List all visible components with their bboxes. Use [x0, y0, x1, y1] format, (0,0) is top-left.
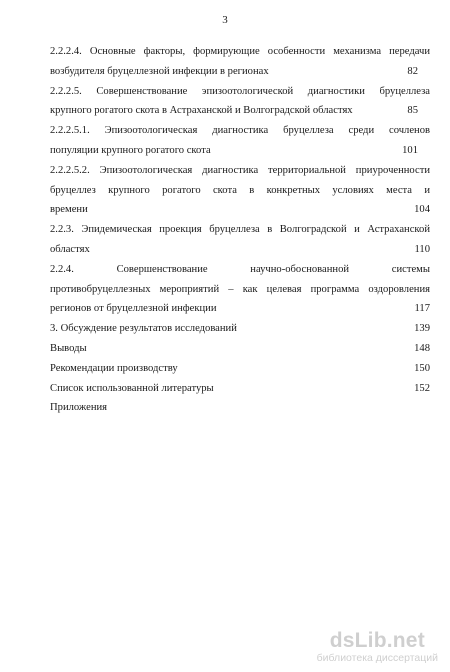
toc-entry-page: 110	[414, 243, 430, 255]
toc-entry-line: 2.2.2.5. Совершенствование эпизоотологической диагностики бруцеллеза	[50, 85, 430, 97]
toc-entry-last-line	[50, 141, 430, 161]
toc-entry	[50, 220, 430, 260]
toc-entry-line: 2.2.2.5.1. Эпизоотологическая диагностика бруцеллеза среди сочленов	[50, 125, 430, 137]
toc-entry	[50, 42, 430, 82]
toc-entry-page: 152	[414, 382, 430, 394]
toc-entry-title: возбудителя бруцеллезной инфекции в регионах	[50, 65, 269, 77]
watermark-subtitle: библиотека диссертаций	[316, 652, 438, 664]
toc-entry-last-line	[50, 101, 430, 121]
toc-entry-last-line	[50, 299, 430, 319]
toc-entry-title: крупного рогатого скота в Астраханской и Волгоградской областях	[50, 105, 353, 117]
toc-entry-page: 82	[407, 65, 418, 77]
toc-entry-title: Список использованной литературы	[50, 382, 214, 394]
toc-entry-title: Выводы	[50, 342, 87, 354]
toc-entry-title: 3. Обсуждение результатов исследований	[50, 323, 237, 335]
watermark-logo: dsLib.net	[329, 629, 425, 652]
toc-entry-last-line	[50, 200, 430, 220]
toc-entry-page: 150	[414, 362, 430, 374]
toc-entry-title: областях	[50, 243, 90, 255]
toc-entry-line: бруцеллез крупного рогатого скота в конкретных условиях места и	[50, 184, 430, 196]
toc-entry-line: 2.2.2.5.2. Эпизоотологическая диагностика территориальной приуроченности	[50, 164, 430, 176]
toc-entry-title: популяции крупного рогатого скота	[50, 144, 211, 156]
toc-entry-last-line	[50, 240, 430, 260]
toc-entry-page: 101	[402, 144, 418, 156]
toc-entry-page: 85	[407, 105, 418, 117]
toc-entry-last-line	[50, 339, 430, 359]
toc-entry-line: 2.2.3. Эпидемическая проекция бруцеллеза в Волгоградской и Астраханской	[50, 224, 430, 236]
toc-entry-title: регионов от бруцеллезной инфекции	[50, 303, 217, 315]
toc-entry	[50, 260, 430, 319]
toc-entry	[50, 121, 430, 161]
toc-entry-last-line	[50, 398, 430, 418]
toc-entry-page: 104	[414, 204, 430, 216]
toc-entry-title: Приложения	[50, 402, 108, 414]
toc-entry-title: времени	[50, 204, 88, 216]
toc-entry-title: Рекомендации производству	[50, 362, 178, 374]
toc-entry-page	[402, 398, 430, 418]
toc-entry-page: 148	[414, 342, 430, 354]
toc-entry	[50, 319, 430, 339]
toc-entry	[50, 379, 430, 399]
toc-entry-line: 2.2.4. Совершенствование научно-обоснованной системы	[50, 263, 430, 275]
page-number: 3	[222, 14, 228, 26]
toc-entry	[50, 398, 430, 418]
toc-entry	[50, 359, 430, 379]
toc-entry-last-line	[50, 359, 430, 379]
toc-entry-page: 139	[414, 323, 430, 335]
toc-entry-last-line	[50, 319, 430, 339]
toc-entry-line: 2.2.2.4. Основные факторы, формирующие особенности механизма передачи	[50, 46, 430, 57]
toc-entry-last-line	[50, 62, 430, 82]
table-of-contents	[50, 42, 430, 418]
watermark	[317, 630, 438, 664]
toc-entry-line: противобруцеллезных мероприятий – как целевая программа оздоровления	[50, 283, 430, 295]
toc-entry-page: 117	[414, 303, 430, 315]
toc-entry-last-line	[50, 379, 430, 399]
toc-entry	[50, 82, 430, 122]
toc-entry	[50, 339, 430, 359]
toc-entry	[50, 161, 430, 220]
